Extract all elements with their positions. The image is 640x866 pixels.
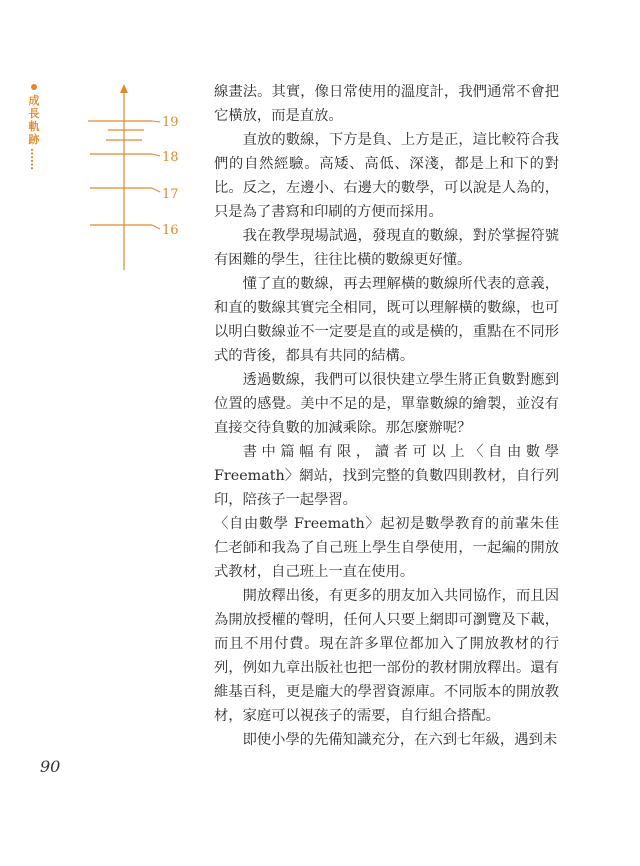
chapter-title-ellipsis: …… — [28, 148, 41, 170]
paragraph: 即使小學的先備知識充分，在六到七年級，遇到未 — [242, 732, 558, 748]
leader-line-19 — [152, 121, 160, 122]
chapter-side-label — [27, 84, 41, 170]
paragraph-continuation: 線畫法。其實，像日常使用的溫度計，我們通常不會把它橫放，而是直放。 — [214, 84, 559, 124]
up-arrow-icon — [120, 84, 128, 93]
chapter-title-char: 跡 — [28, 133, 40, 146]
paragraph: 懂了直的數線，再去理解橫的數線所代表的意義，和直的數線其實完全相同，既可以理解橫的數線，也可以明白數線並不一定要是直的或是橫的，重點在不同形式的背後，都具有共同的結構。 — [214, 276, 559, 364]
paragraph: 〈自由數學 Freemath〉起初是數學教育的前輩朱佳仁老師和我為了自己班上學生自學使用，一起編的開放式教材，自己班上一直在使用。 — [214, 516, 559, 580]
paragraph: 書中篇幅有限，讀者可以上〈自由數學 Freemath〉網站，找到完整的負數四則教材，自行列印，陪孩子一起學習。 — [214, 444, 559, 508]
paragraph: 我在教學現場試過，發現直的數線，對於掌握符號有困難的學生，往往比橫的數線更好懂。 — [214, 228, 559, 268]
leader-line-18 — [152, 154, 160, 156]
chapter-title-char: 成 — [28, 94, 40, 107]
tick-label-19: 19 — [162, 115, 179, 130]
chapter-title-char: 軌 — [28, 120, 40, 133]
chapter-title-vertical — [27, 94, 41, 146]
tick-label-16: 16 — [162, 223, 179, 238]
bullet-dot-icon — [31, 84, 37, 90]
paragraph: 開放釋出後，有更多的朋友加入共同協作，而且因為開放授權的聲明，任何人只要上網即可瀏覽及下載，而且不用付費。現在許多單位都加入了開放教材的行列，例如九章出版社也把一部份的教材開放釋出。還有維基百科，更是龐大的學習資源庫。不同版本的開放教材，家庭可以視孩子的需要，自行組合搭配。 — [214, 588, 559, 724]
body-text — [214, 80, 559, 752]
chapter-title-char: 長 — [28, 107, 40, 120]
vertical-number-line-svg — [80, 80, 190, 275]
tick-label-17: 17 — [162, 187, 179, 202]
vertical-number-line-figure — [80, 80, 190, 275]
paragraph: 透過數線，我們可以很快建立學生將正負數對應到位置的感覺。美中不足的是，單靠數線的繪製，並沒有直接交待負數的加減乘除。那怎麼辦呢？ — [214, 372, 559, 436]
leader-line-16 — [152, 225, 160, 229]
page-number: 90 — [40, 757, 61, 776]
paragraph: 直放的數線，下方是負、上方是正，這比較符合我們的自然經驗。高矮、高低、深淺，都是上和下的對比。反之，左邊小、右邊大的數學，可以說是人為的，只是為了書寫和印刷的方便而採用。 — [214, 132, 559, 220]
tick-label-18: 18 — [162, 150, 179, 165]
leader-line-17 — [152, 188, 160, 192]
